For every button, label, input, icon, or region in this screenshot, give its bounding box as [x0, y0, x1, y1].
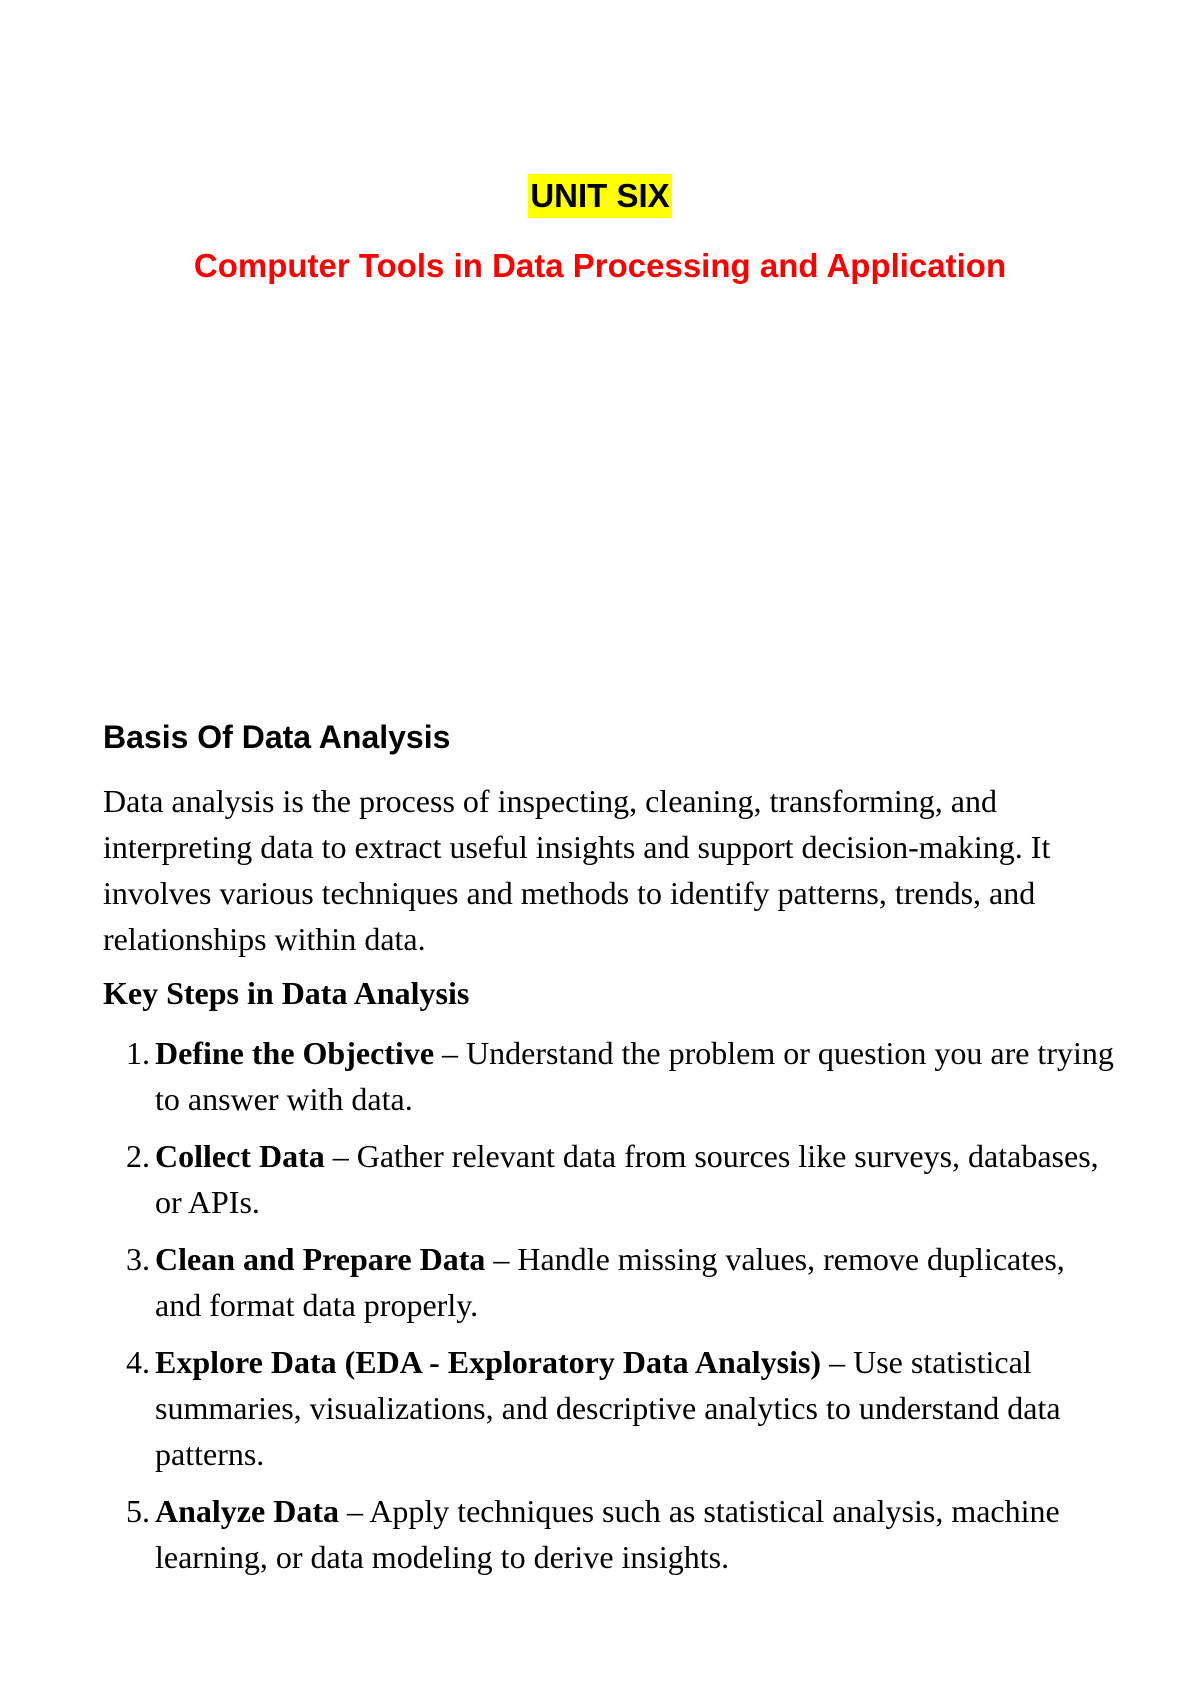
- step-number: 4.: [126, 1344, 150, 1380]
- step-number: 1.: [126, 1035, 150, 1071]
- step-description: – Apply techniques such as statistical analysis, machine learning, or data modeling to derive insights.: [155, 1493, 1060, 1575]
- step-title: Collect Data: [155, 1138, 325, 1174]
- step-item: [126, 1488, 1116, 1580]
- step-item: [126, 1030, 1116, 1122]
- step-title: Analyze Data: [155, 1493, 339, 1529]
- step-description: – Understand the problem or question you are trying to answer with data.: [155, 1035, 1114, 1117]
- step-number: 2.: [126, 1138, 150, 1174]
- step-item: [126, 1133, 1116, 1225]
- step-item: [126, 1339, 1116, 1477]
- steps-heading: Key Steps in Data Analysis: [103, 975, 470, 1011]
- steps-list: [126, 1030, 1116, 1591]
- step-description: – Use statistical summaries, visualizations, and descriptive analytics to understand data patterns.: [155, 1344, 1061, 1472]
- step-number: 3.: [126, 1241, 150, 1277]
- intro-paragraph: Data analysis is the process of inspecting, cleaning, transforming, and interpreting data to extract useful insights and support decision-making. It involves various techniques and methods to identify patterns, trends, and relationships within data.: [103, 783, 1051, 957]
- unit-subtitle: Computer Tools in Data Processing and Application: [193, 247, 1007, 284]
- step-title: Explore Data (EDA - Exploratory Data Analysis): [155, 1344, 822, 1380]
- step-item: [126, 1236, 1116, 1328]
- unit-title: UNIT SIX: [528, 174, 671, 218]
- step-title: Define the Objective: [155, 1035, 435, 1071]
- step-number: 5.: [126, 1493, 150, 1529]
- step-title: Clean and Prepare Data: [155, 1241, 486, 1277]
- unit-title-row: [0, 174, 1200, 218]
- step-description: – Handle missing values, remove duplicates, and format data properly.: [155, 1241, 1065, 1323]
- step-description: – Gather relevant data from sources like surveys, databases, or APIs.: [155, 1138, 1099, 1220]
- section-heading: Basis Of Data Analysis: [103, 719, 451, 755]
